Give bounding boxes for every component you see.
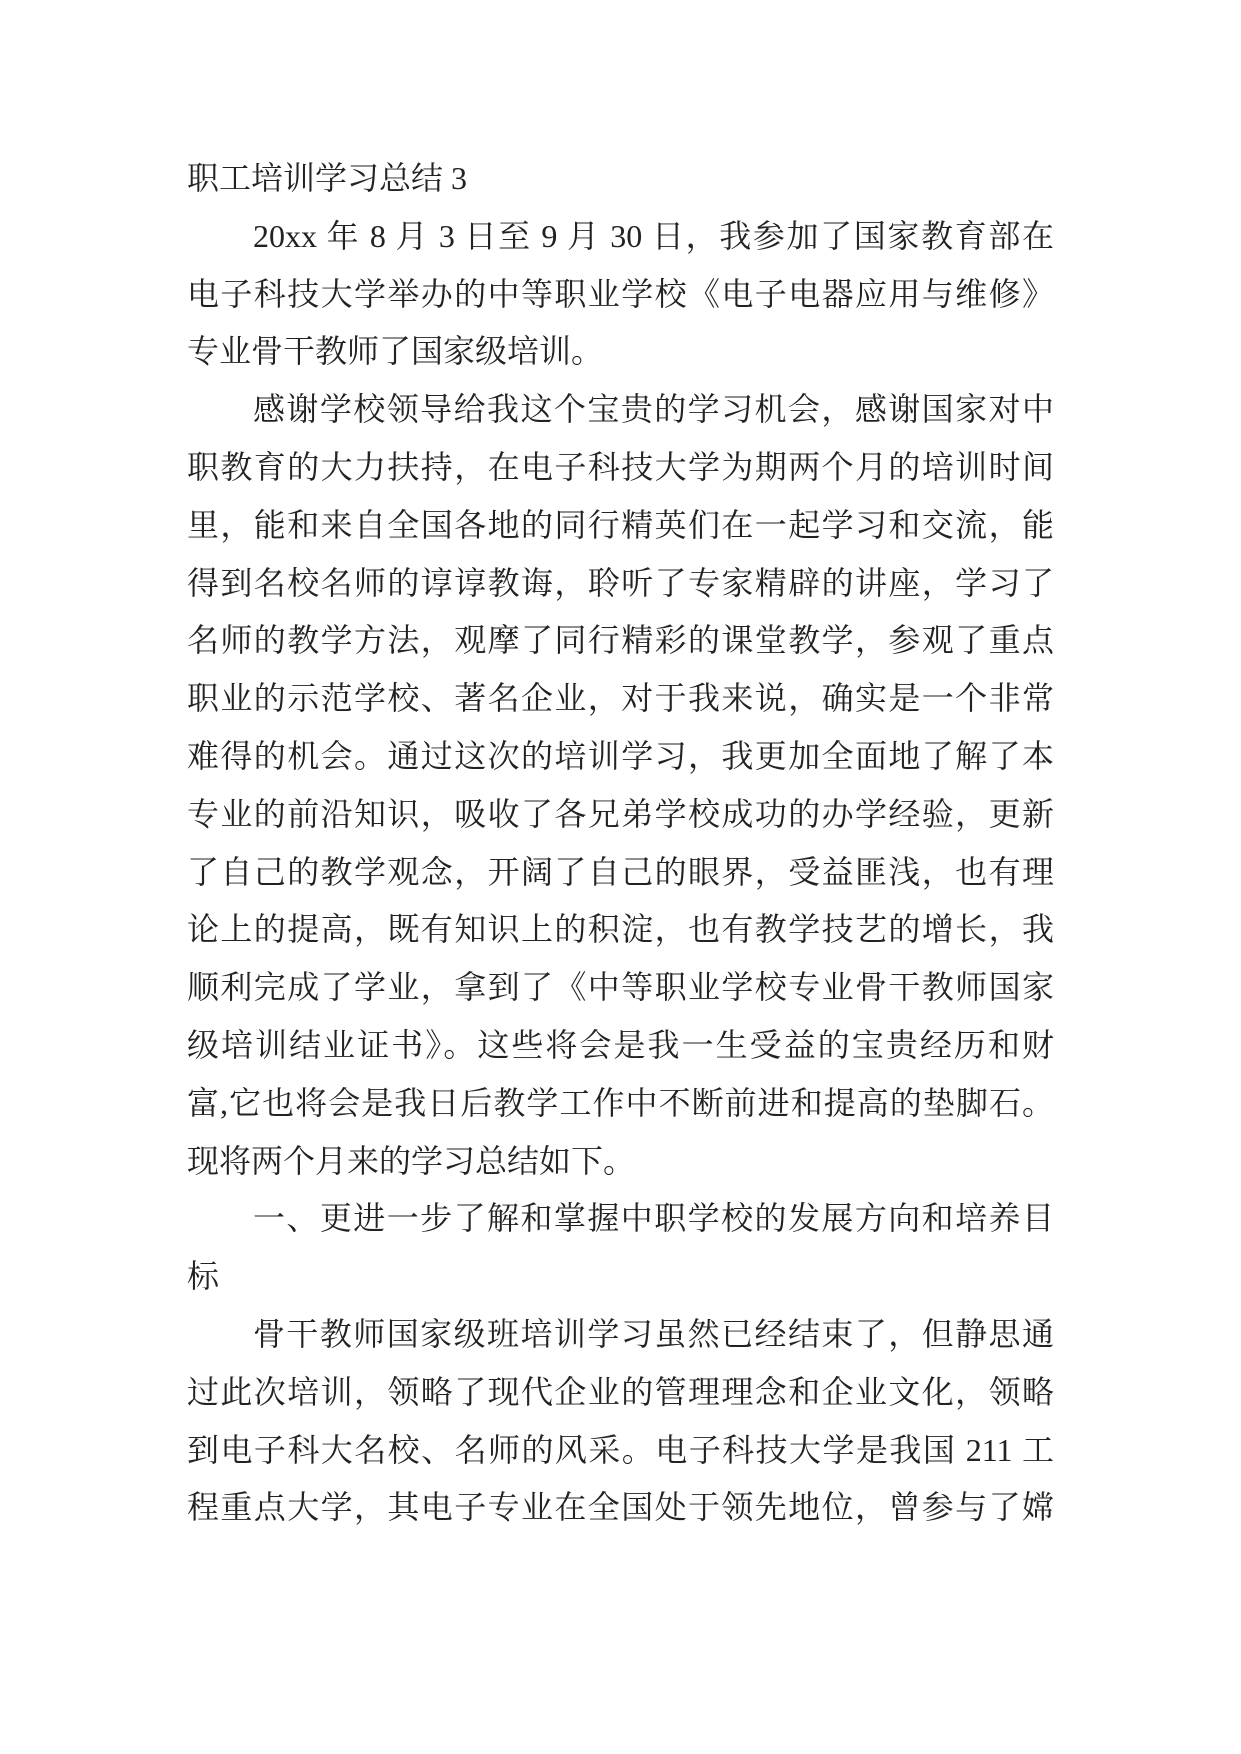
paragraph-line: 现将两个月来的学习总结如下。 [187,1142,636,1179]
paragraph-line: 一、更进一步了解和掌握中职学校的发展方向和培养目 [253,1200,1054,1237]
paragraph-body [187,1306,1054,1537]
paragraph-intro [187,208,1054,381]
paragraph-line: 级培训结业证书》。这些将会是我一生受益的宝贵经历和财 [187,1026,1054,1063]
paragraph-line: 了自己的教学观念，开阔了自己的眼界，受益匪浅，也有理 [187,853,1054,890]
paragraph-line: 顺利完成了学业，拿到了《中等职业学校专业骨干教师国家 [187,969,1054,1006]
paragraph-line: 论上的提高，既有知识上的积淀，也有教学技艺的增长，我 [187,911,1054,948]
paragraph-line: 富,它也将会是我日后教学工作中不断前进和提高的垫脚石。 [187,1084,1054,1121]
paragraph-thanks [187,381,1054,1190]
section-heading [187,1190,1054,1306]
paragraph-line: 感谢学校领导给我这个宝贵的学习机会，感谢国家对中 [253,391,1054,428]
paragraph-line: 名师的教学方法，观摩了同行精彩的课堂教学，参观了重点 [187,622,1054,659]
paragraph-line: 得到名校名师的谆谆教诲，聆听了专家精辟的讲座，学习了 [187,564,1054,601]
document-body [187,150,1054,1537]
paragraph-line: 里，能和来自全国各地的同行精英们在一起学习和交流，能 [187,506,1054,543]
paragraph-line: 专业骨干教师了国家级培训。 [187,333,604,370]
paragraph-line: 电子科技大学举办的中等职业学校《电子电器应用与维修》 [187,275,1054,312]
paragraph-line: 难得的机会。通过这次的培训学习，我更加全面地了解了本 [187,737,1054,774]
paragraph-line: 职业的示范学校、著名企业，对于我来说，确实是一个非常 [187,680,1054,717]
paragraph-line: 骨干教师国家级班培训学习虽然已经结束了，但静思通 [253,1315,1054,1352]
paragraph-line: 程重点大学，其电子专业在全国处于领先地位，曾参与了嫦 [187,1489,1054,1526]
paragraph-line: 职教育的大力扶持，在电子科技大学为期两个月的培训时间 [187,448,1054,485]
paragraph-line: 专业的前沿知识，吸收了各兄弟学校成功的办学经验，更新 [187,795,1054,832]
paragraph-line: 到电子科大名校、名师的风采。电子科技大学是我国 211 工 [187,1431,1054,1468]
document-title: 职工培训学习总结 3 [187,160,468,196]
paragraph-line: 过此次培训，领略了现代企业的管理理念和企业文化，领略 [187,1373,1054,1410]
paragraph-line: 标 [187,1258,220,1295]
paragraph-line: 20xx 年 8 月 3 日至 9 月 30 日，我参加了国家教育部在 [253,217,1054,254]
